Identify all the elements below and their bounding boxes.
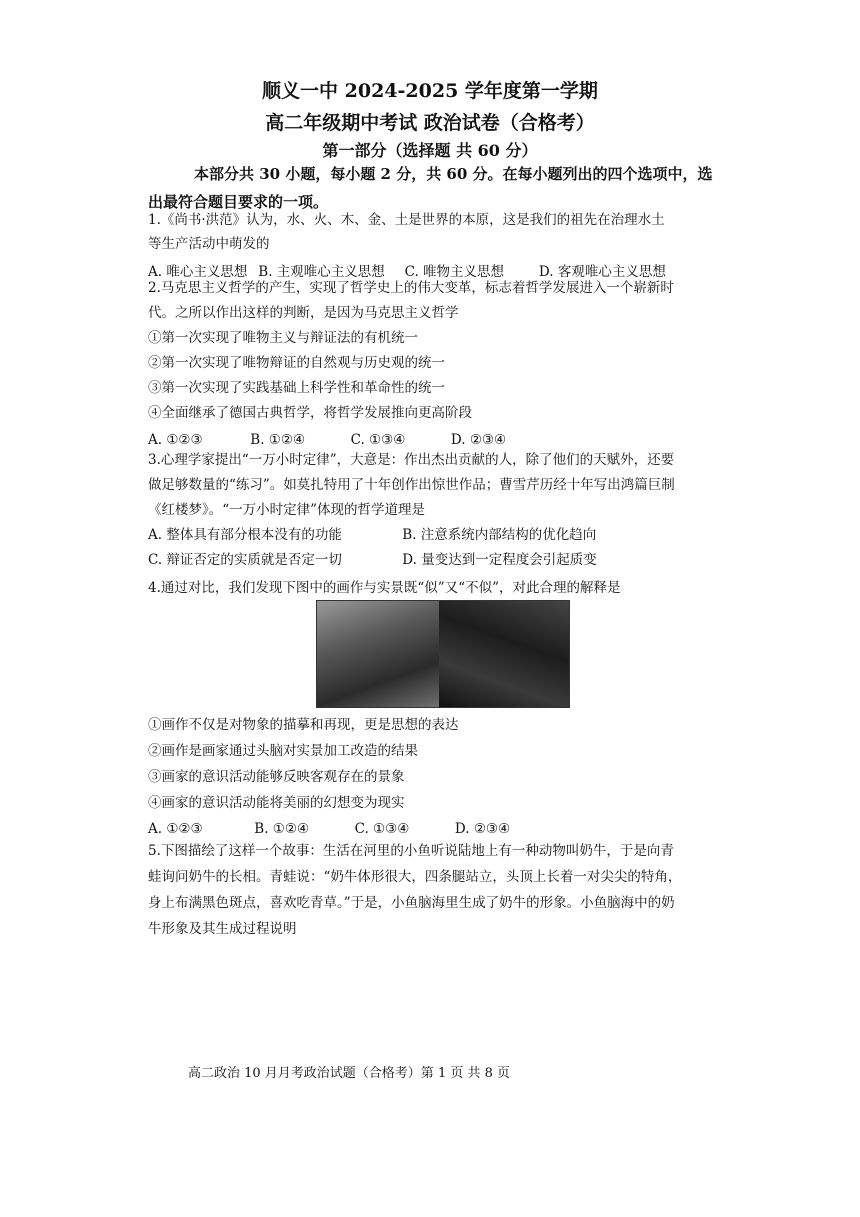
question-5-stem-line-1: 5.下图描绘了这样一个故事：生活在河里的小鱼听说陆地上有一种动物叫奶牛，于是向青 bbox=[148, 843, 674, 859]
option-b[interactable]: B. ①②④ bbox=[254, 821, 310, 837]
option-c[interactable]: C. 辩证否定的实质就是否定一切 bbox=[148, 552, 342, 568]
question-2-item-2: ②第一次实现了唯物辩证的自然观与历史观的统一 bbox=[148, 355, 445, 371]
question-5-stem-line-2: 蛙询问奶牛的长相。青蛙说：“奶牛体形很大，四条腿站立，头顶上长着一对尖尖的特角， bbox=[148, 869, 682, 885]
question-2-stem-line-2: 代。之所以作出这样的判断，是因为马克思主义哲学 bbox=[148, 305, 459, 321]
option-a[interactable]: A. ①②③ bbox=[148, 821, 203, 837]
question-5-stem-line-3: 身上布满黑色斑点，喜欢吃青草。”于是，小鱼脑海里生成了奶牛的形象。小鱼脑海中的奶 bbox=[148, 895, 675, 911]
option-b[interactable]: B. 主观唯心主义思想 bbox=[258, 264, 385, 280]
option-c[interactable]: C. ①③④ bbox=[354, 821, 410, 837]
question-4-item-1: ①画作不仅是对物象的描摹和再现，更是思想的表达 bbox=[148, 717, 459, 733]
question-4-item-4: ④画家的意识活动能将美丽的幻想变为现实 bbox=[148, 795, 405, 811]
question-1-stem-line-2: 等生产活动中萌发的 bbox=[148, 236, 270, 252]
painting-vs-real-scene-image bbox=[316, 600, 570, 708]
question-1-stem-line-1: 1.《尚书·洪范》认为，水、火、木、金、土是世界的本原，这是我们的祖先在治理水土 bbox=[148, 212, 665, 228]
question-1 bbox=[148, 208, 733, 284]
question-2 bbox=[148, 276, 733, 453]
section-title: 第一部分（选择题 共 60 分） bbox=[322, 141, 538, 160]
question-3 bbox=[148, 448, 733, 573]
option-b[interactable]: B. 注意系统内部结构的优化趋向 bbox=[402, 527, 597, 543]
option-a[interactable]: A. 整体具有部分根本没有的功能 bbox=[148, 527, 342, 543]
option-d[interactable]: D. ②③④ bbox=[450, 432, 507, 448]
option-d[interactable]: D. 客观唯心主义思想 bbox=[538, 264, 666, 280]
real-scene-image bbox=[439, 601, 569, 707]
question-2-item-4: ④全面继承了德国古典哲学，将哲学发展推向更高阶段 bbox=[148, 405, 472, 421]
question-5 bbox=[148, 838, 733, 942]
exam-title: 高二年级期中考试 政治试卷（合格考） bbox=[265, 112, 595, 134]
option-a[interactable]: A. 唯心主义思想 bbox=[148, 264, 248, 280]
option-d[interactable]: D. ②③④ bbox=[454, 821, 511, 837]
question-3-stem-line-1: 3.心理学家提出“一万小时定律”，大意是：作出杰出贡献的人，除了他们的天赋外，还要 bbox=[148, 452, 675, 468]
option-c[interactable]: C. 唯物主义思想 bbox=[404, 264, 505, 280]
option-c[interactable]: C. ①③④ bbox=[350, 432, 406, 448]
question-3-stem-line-3: 《红楼梦》。“一万小时定律”体现的哲学道理是 bbox=[148, 502, 426, 518]
instructions-line-2: 出最符合题目要求的一项。 bbox=[148, 193, 329, 211]
question-4-item-2: ②画作是画家通过头脑对实景加工改造的结果 bbox=[148, 743, 418, 759]
question-3-options-row-1 bbox=[148, 523, 733, 548]
question-3-stem-line-2: 做足够数量的“练习”。如莫扎特用了十年创作出惊世作品；曹雪芹历经十年写出鸿篇巨制 bbox=[148, 477, 675, 493]
question-2-stem-line-1: 2.马克思主义哲学的产生，实现了哲学史上的伟大变革，标志着哲学发展进入一个崭新时 bbox=[148, 280, 674, 296]
option-a[interactable]: A. ①②③ bbox=[148, 432, 203, 448]
option-b[interactable]: B. ①②④ bbox=[250, 432, 306, 448]
question-5-stem-line-4: 牛形象及其生成过程说明 bbox=[148, 921, 297, 937]
question-4-item-3: ③画家的意识活动能够反映客观存在的景象 bbox=[148, 769, 405, 785]
question-2-item-1: ①第一次实现了唯物主义与辩证法的有机统一 bbox=[148, 330, 418, 346]
question-2-item-3: ③第一次实现了实践基础上科学性和革命性的统一 bbox=[148, 380, 445, 396]
painting-image bbox=[317, 601, 439, 707]
question-4-stem-line-1: 4.通过对比，我们发现下图中的画作与实景既“似”又“不似”，对此合理的解释是 bbox=[148, 580, 621, 596]
page-footer: 高二政治 10 月月考政治试题（合格考）第 1 页 共 8 页 bbox=[188, 1066, 511, 1081]
option-d[interactable]: D. 量变达到一定程度会引起质变 bbox=[402, 552, 597, 568]
question-3-options-row-2 bbox=[148, 548, 733, 573]
instructions-line-1: 本部分共 30 小题，每小题 2 分，共 60 分。在每小题列出的四个选项中，选 bbox=[194, 165, 713, 183]
question-4 bbox=[148, 712, 733, 842]
school-title: 顺义一中 2024-2025 学年度第一学期 bbox=[262, 80, 598, 102]
question-4-stem bbox=[148, 576, 733, 600]
